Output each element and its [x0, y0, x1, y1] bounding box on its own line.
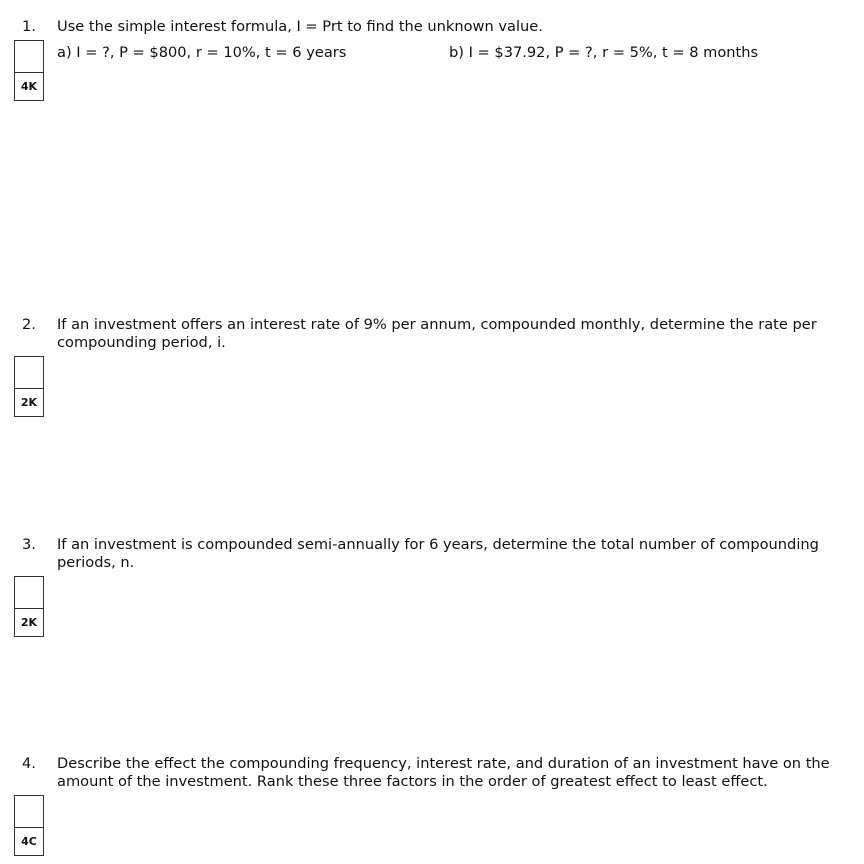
question-text: If an investment offers an interest rate of 9% per annum, compounded monthly, determine the rate per compounding period, i.	[57, 316, 817, 351]
mark-category-label: 4C	[21, 835, 37, 848]
mark-box	[14, 40, 44, 101]
mark-box	[14, 356, 44, 417]
mark-category-label: 4K	[20, 80, 38, 93]
question-number: 4.	[22, 755, 36, 772]
question-part-a: a) I = ?, P = $800, r = 10%, t = 6 years	[57, 44, 347, 61]
question-text: If an investment is compounded semi-annually for 6 years, determine the total number of compounding periods, n.	[57, 536, 819, 571]
score-entry-box[interactable]	[15, 41, 43, 73]
question-text: Describe the effect the compounding frequency, interest rate, and duration of an investment have on the amount of the investment. Rank these three factors in the order of greatest effect to least effect.	[57, 755, 830, 790]
question-number: 3.	[22, 536, 36, 553]
mark-category-label: 2K	[20, 396, 38, 409]
mark-box	[14, 795, 44, 856]
score-entry-box[interactable]	[15, 796, 43, 828]
mark-category-label: 2K	[20, 616, 38, 629]
question-number: 2.	[22, 316, 36, 333]
question-text: Use the simple interest formula, I = Prt to find the unknown value.	[57, 18, 543, 35]
score-entry-box[interactable]	[15, 577, 43, 609]
mark-box	[14, 576, 44, 637]
question-number: 1.	[22, 18, 36, 35]
question-part-b: b) I = $37.92, P = ?, r = 5%, t = 8 months	[449, 44, 759, 61]
score-entry-box[interactable]	[15, 357, 43, 389]
